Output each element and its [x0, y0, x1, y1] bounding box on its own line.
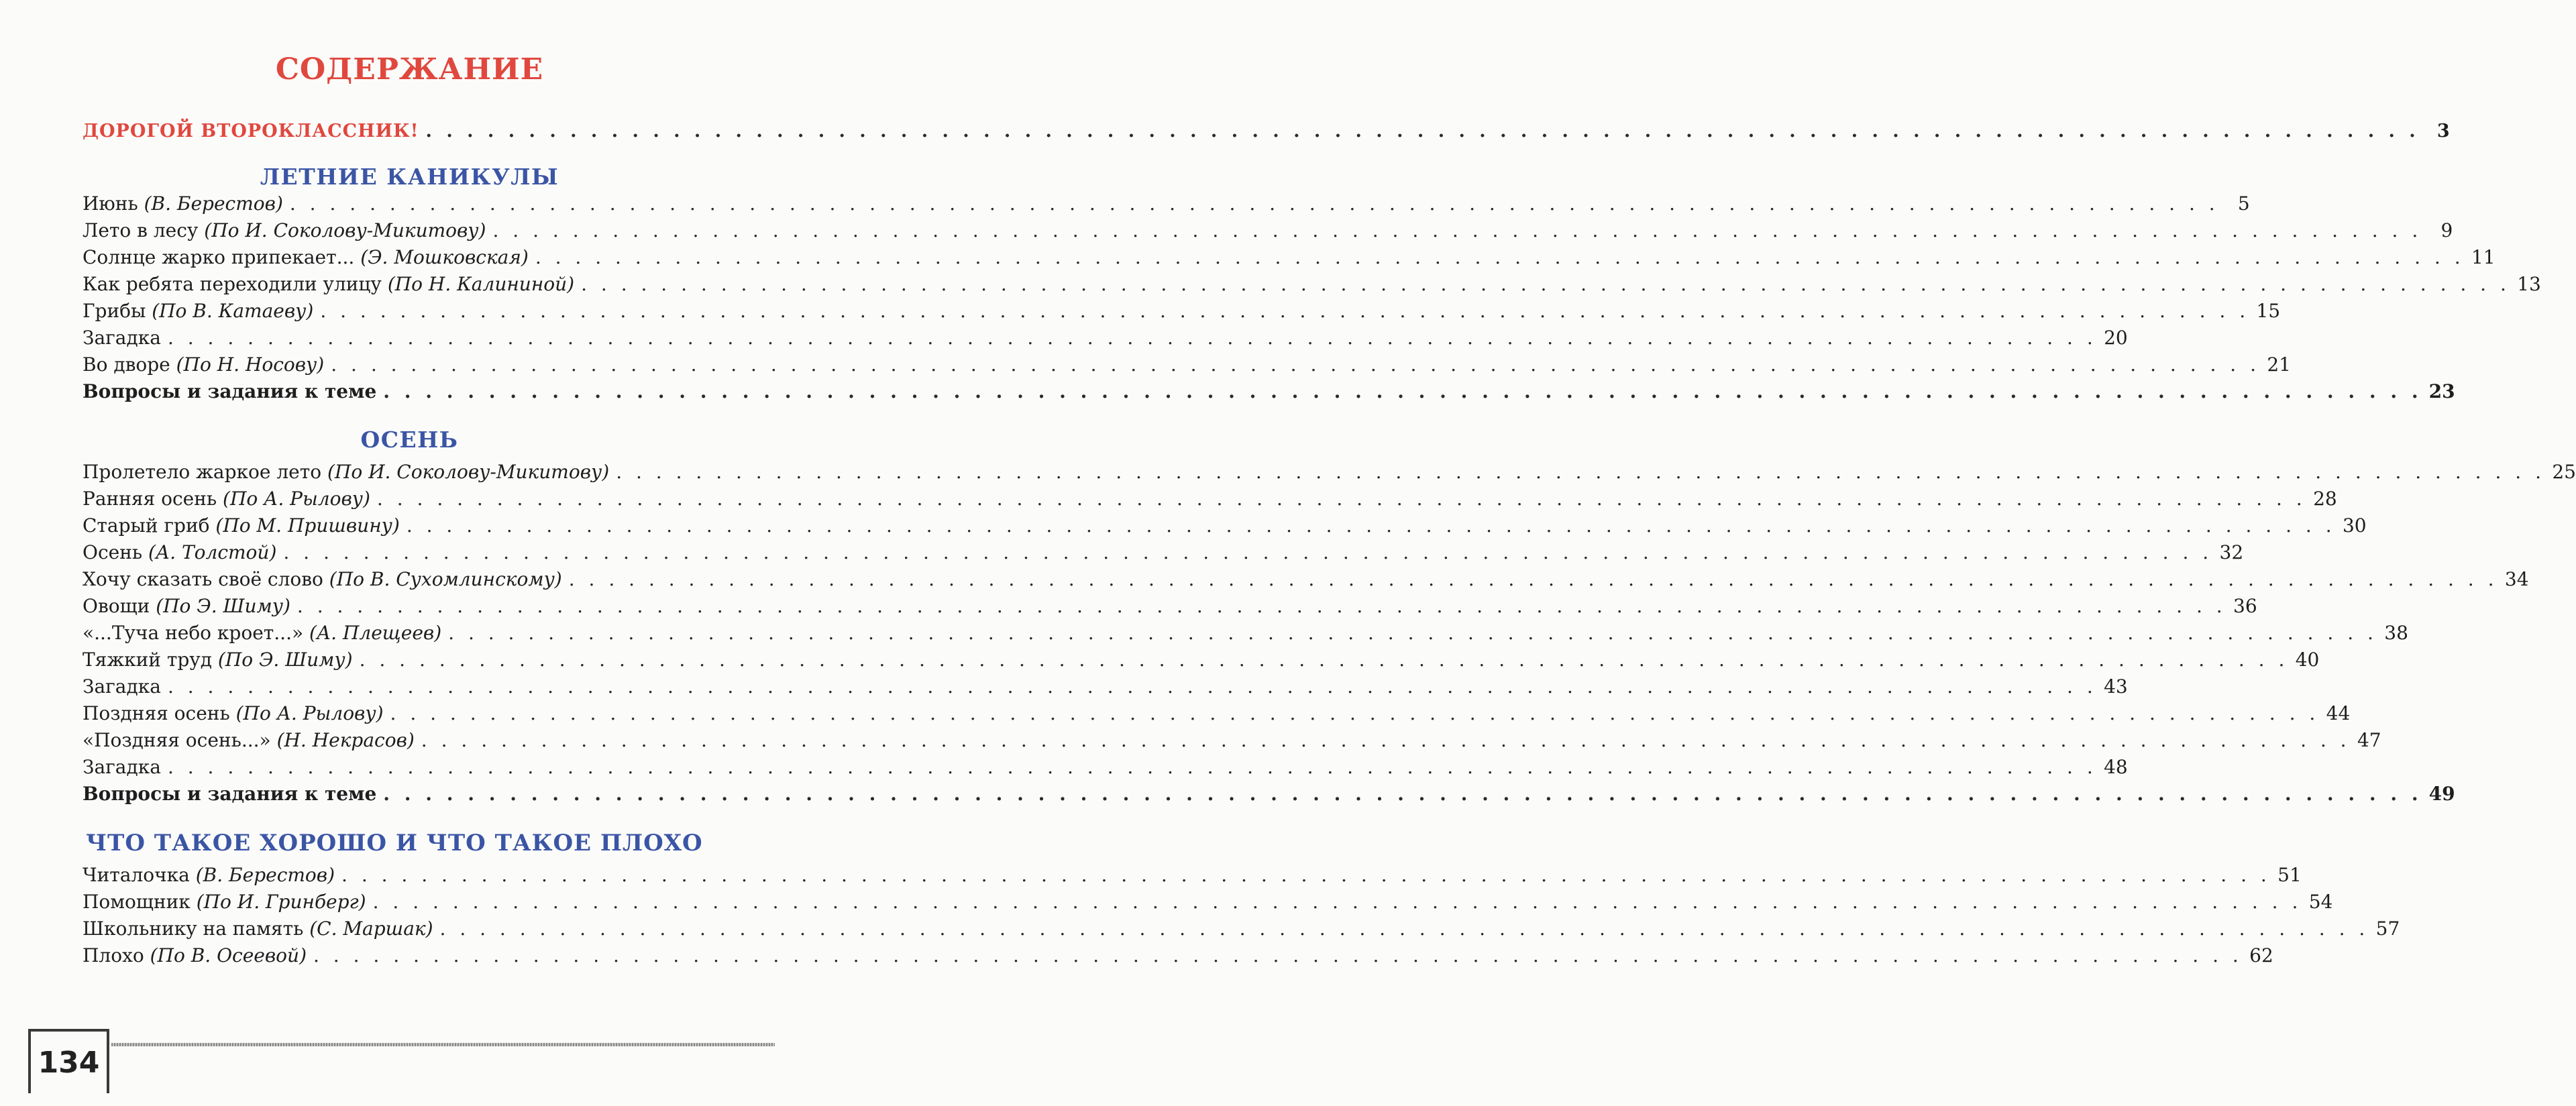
- entry-page: 3: [2436, 121, 2451, 142]
- entry-label: [83, 620, 441, 647]
- entry-label: [83, 190, 283, 217]
- toc-entry: [83, 566, 2529, 593]
- entry-author: (По М. Пришвину): [215, 514, 400, 537]
- entry-author: (По Э. Шиму): [217, 649, 353, 671]
- entry-title: Осень: [83, 541, 143, 563]
- entry-label: [83, 351, 324, 378]
- leader-dots: . . . . . . . . . . . . . . . . . . . . . . . . . . . . . . . . . . . . . . . . . . . . . . . . . . . . . . . . . . . . . . . . . . . . . . . . . . . . . . . . . . . . . . . . . . . . . . . . .: [425, 121, 2420, 142]
- entry-title: Лето в лесу: [83, 219, 199, 241]
- toc-entry: [83, 700, 2351, 727]
- entry-title: Вопросы и задания к теме: [83, 783, 377, 805]
- leader-dots: . . . . . . . . . . . . . . . . . . . . . . . . . . . . . . . . . . . . . . . . . . . . . . . . . . . . . . . . . . . . . . . . . . . . . . . . . . . . . . . . . . . . . . . . . . . . . . . . .: [492, 219, 2422, 241]
- toc-entry: [83, 298, 2281, 325]
- entry-title: Плохо: [83, 944, 144, 966]
- leader-dots: . . . . . . . . . . . . . . . . . . . . . . . . . . . . . . . . . . . . . . . . . . . . . . . . . . . . . . . . . . . . . . . . . . . . . . . . . . . . . . . . . . . . . . . . . . . . . . . . .: [359, 649, 2289, 671]
- toc-entry: [83, 378, 2455, 405]
- toc-entry: [83, 754, 2128, 781]
- entry-page: 62: [2249, 944, 2273, 966]
- entry-page: 13: [2517, 273, 2541, 295]
- entry-page: 23: [2428, 380, 2455, 402]
- leader-dots: . . . . . . . . . . . . . . . . . . . . . . . . . . . . . . . . . . . . . . . . . . . . . . . . . . . . . . . . . . . . . . . . . . . . . . . . . . . . . . . . . . . . . . . . . . . . . . . . .: [297, 595, 2226, 617]
- toc-entry: [83, 862, 2302, 889]
- toc-entry: [83, 620, 2408, 647]
- entry-title: «...Туча небо кроет...»: [83, 622, 304, 644]
- entry-label: [83, 566, 562, 593]
- entry-page: 9: [2440, 219, 2453, 241]
- entry-author: (По А. Рылову): [223, 488, 370, 510]
- entry-title: Поздняя осень: [83, 702, 230, 724]
- page-number: 134: [28, 1029, 109, 1093]
- entry-title: Старый гриб: [83, 514, 210, 537]
- toc-entry: [83, 889, 2333, 916]
- entry-author: (В. Берестов): [144, 192, 283, 215]
- entry-author: (А. Плещеев): [309, 622, 442, 644]
- toc-entry: [83, 217, 2453, 244]
- entry-title: Ранняя осень: [83, 488, 217, 510]
- entry-title: Загадка: [83, 327, 161, 349]
- toc-entry: [83, 593, 2257, 620]
- leader-dots: . . . . . . . . . . . . . . . . . . . . . . . . . . . . . . . . . . . . . . . . . . . . . . . . . . . . . . . . . . . . . . . . . . . . . . . . . . . . . . . . . . . . . . . . . . . . . . . . .: [535, 246, 2465, 268]
- entry-title: Тяжкий труд: [83, 649, 212, 671]
- entry-page: 40: [2295, 649, 2320, 671]
- leader-dots: . . . . . . . . . . . . . . . . . . . . . . . . . . . . . . . . . . . . . . . . . . . . . . . . . . . . . . . . . . . . . . . . . . . . . . . . . . . . . . . . . . . . . . . . . . . . . . . . .: [283, 541, 2213, 563]
- entry-author: (По В. Катаеву): [152, 300, 314, 322]
- entry-label: [83, 378, 376, 405]
- entry-page: 30: [2342, 514, 2367, 537]
- section-heading-summer: ЛЕТНИЕ КАНИКУЛЫ: [260, 164, 559, 190]
- entry-title: Загадка: [83, 675, 161, 698]
- entry-title: Помощник: [83, 891, 191, 913]
- entry-title: «Поздняя осень...»: [83, 729, 271, 751]
- entry-author: (А. Толстой): [148, 541, 277, 563]
- entry-label: [83, 754, 161, 781]
- entry-page: 36: [2233, 595, 2257, 617]
- entry-page: 5: [2237, 192, 2250, 215]
- entry-page: 15: [2256, 300, 2281, 322]
- leader-dots: . . . . . . . . . . . . . . . . . . . . . . . . . . . . . . . . . . . . . . . . . . . . . . . . . . . . . . . . . . . . . . . . . . . . . . . . . . . . . . . . . . . . . . . . . . . . . . . . .: [439, 918, 2369, 940]
- toc-entry: [83, 512, 2367, 539]
- leader-dots: . . . . . . . . . . . . . . . . . . . . . . . . . . . . . . . . . . . . . . . . . . . . . . . . . . . . . . . . . . . . . . . . . . . . . . . . . . . . . . . . . . . . . . . . . . . . . . . . .: [167, 675, 2097, 698]
- footer-rule: [111, 1043, 775, 1046]
- entry-author: (С. Маршак): [309, 918, 433, 940]
- entry-label: [83, 486, 370, 512]
- entry-page: 44: [2326, 702, 2351, 724]
- entry-label: [83, 862, 335, 889]
- entry-page: 21: [2267, 353, 2291, 376]
- entry-label: [83, 673, 161, 700]
- entry-label: [83, 916, 433, 942]
- leader-dots: . . . . . . . . . . . . . . . . . . . . . . . . . . . . . . . . . . . . . . . . . . . . . . . . . . . . . . . . . . . . . . . . . . . . . . . . . . . . . . . . . . . . . . . . . . . . . . . . .: [616, 461, 2545, 483]
- entry-page: 28: [2313, 488, 2337, 510]
- toc-entry: [83, 942, 2273, 969]
- toc-entry: [83, 486, 2337, 512]
- toc-entry: [83, 781, 2455, 808]
- toc-entry: [83, 190, 2250, 217]
- entry-page: 43: [2104, 675, 2128, 698]
- entry-page: 51: [2277, 864, 2302, 886]
- toc-entry: [83, 271, 2541, 298]
- entry-label: [83, 512, 400, 539]
- toc-entry: [83, 351, 2291, 378]
- entry-page: 47: [2357, 729, 2381, 751]
- leader-dots: . . . . . . . . . . . . . . . . . . . . . . . . . . . . . . . . . . . . . . . . . . . . . . . . . . . . . . . . . . . . . . . . . . . . . . . . . . . . . . . . . . . . . . . . . . . . . . . . .: [289, 192, 2219, 215]
- toc-entry: [83, 325, 2128, 351]
- leader-dots: . . . . . . . . . . . . . . . . . . . . . . . . . . . . . . . . . . . . . . . . . . . . . . . . . . . . . . . . . . . . . . . . . . . . . . . . . . . . . . . . . . . . . . . . . . . . . . . . .: [376, 488, 2306, 510]
- entry-label: [83, 325, 161, 351]
- entry-label: [83, 727, 415, 754]
- entry-author: (В. Берестов): [195, 864, 335, 886]
- entry-title: Загадка: [83, 756, 161, 778]
- toc-entry: [83, 673, 2128, 700]
- entry-label: [83, 889, 366, 916]
- leader-dots: . . . . . . . . . . . . . . . . . . . . . . . . . . . . . . . . . . . . . . . . . . . . . . . . . . . . . . . . . . . . . . . . . . . . . . . . . . . . . . . . . . . . . . . . . . . . . . . . .: [383, 783, 2422, 805]
- entry-page: 32: [2219, 541, 2244, 563]
- toc-entry-intro: [83, 118, 2451, 145]
- toc-entry: [83, 916, 2400, 942]
- entry-author: (По И. Соколову-Микитову): [204, 219, 486, 241]
- leader-dots: . . . . . . . . . . . . . . . . . . . . . . . . . . . . . . . . . . . . . . . . . . . . . . . . . . . . . . . . . . . . . . . . . . . . . . . . . . . . . . . . . . . . . . . . . . . . . . . . .: [390, 702, 2320, 724]
- entry-page: 20: [2104, 327, 2128, 349]
- entry-title: Читалочка: [83, 864, 190, 886]
- leader-dots: . . . . . . . . . . . . . . . . . . . . . . . . . . . . . . . . . . . . . . . . . . . . . . . . . . . . . . . . . . . . . . . . . . . . . . . . . . . . . . . . . . . . . . . . . . . . . . . . .: [448, 622, 2377, 644]
- toc-entry: [83, 647, 2320, 673]
- entry-author: (По А. Рылову): [235, 702, 384, 724]
- toc-entry: [83, 727, 2381, 754]
- entry-page: 38: [2384, 622, 2408, 644]
- entry-author: (По Н. Носову): [176, 353, 325, 376]
- entry-title: Как ребята переходили улицу: [83, 273, 382, 295]
- entry-author: (По Э. Шиму): [156, 595, 290, 617]
- entry-title: Вопросы и задания к теме: [83, 380, 377, 402]
- toc-entry: [83, 539, 2244, 566]
- entry-page: 54: [2308, 891, 2333, 913]
- entry-title: Хочу сказать своё слово: [83, 568, 323, 590]
- toc-entry: [83, 459, 2576, 486]
- entry-label: [83, 459, 609, 486]
- toc-entry: [83, 244, 2496, 271]
- entry-title: Пролетело жаркое лето: [83, 461, 322, 483]
- entry-title: Грибы: [83, 300, 146, 322]
- entry-author: (По Н. Калининой): [387, 273, 575, 295]
- leader-dots: . . . . . . . . . . . . . . . . . . . . . . . . . . . . . . . . . . . . . . . . . . . . . . . . . . . . . . . . . . . . . . . . . . . . . . . . . . . . . . . . . . . . . . . . . . . . . . . . .: [320, 300, 2250, 322]
- entry-label: [83, 298, 313, 325]
- entry-author: (По В. Осеевой): [150, 944, 307, 966]
- entry-title: ДОРОГОЙ ВТОРОКЛАССНИК!: [83, 121, 419, 142]
- entry-label: [83, 593, 290, 620]
- entry-author: (По В. Сухомлинскому): [329, 568, 562, 590]
- leader-dots: . . . . . . . . . . . . . . . . . . . . . . . . . . . . . . . . . . . . . . . . . . . . . . . . . . . . . . . . . . . . . . . . . . . . . . . . . . . . . . . . . . . . . . . . . . . . . . . . .: [313, 944, 2243, 966]
- entry-title: Июнь: [83, 192, 138, 215]
- entry-page: 11: [2471, 246, 2496, 268]
- entry-page: 48: [2104, 756, 2128, 778]
- leader-dots: . . . . . . . . . . . . . . . . . . . . . . . . . . . . . . . . . . . . . . . . . . . . . . . . . . . . . . . . . . . . . . . . . . . . . . . . . . . . . . . . . . . . . . . . . . . . . . . . .: [383, 380, 2422, 402]
- leader-dots: . . . . . . . . . . . . . . . . . . . . . . . . . . . . . . . . . . . . . . . . . . . . . . . . . . . . . . . . . . . . . . . . . . . . . . . . . . . . . . . . . . . . . . . . . . . . . . . . .: [167, 327, 2097, 349]
- entry-author: (Э. Мошковская): [360, 246, 529, 268]
- entry-author: (Н. Некрасов): [276, 729, 415, 751]
- entry-page: 34: [2504, 568, 2529, 590]
- section-heading-autumn: ОСЕНЬ: [360, 427, 459, 453]
- entry-author: (По И. Соколову-Микитову): [327, 461, 610, 483]
- leader-dots: . . . . . . . . . . . . . . . . . . . . . . . . . . . . . . . . . . . . . . . . . . . . . . . . . . . . . . . . . . . . . . . . . . . . . . . . . . . . . . . . . . . . . . . . . . . . . . . . .: [341, 864, 2271, 886]
- leader-dots: . . . . . . . . . . . . . . . . . . . . . . . . . . . . . . . . . . . . . . . . . . . . . . . . . . . . . . . . . . . . . . . . . . . . . . . . . . . . . . . . . . . . . . . . . . . . . . . . .: [167, 756, 2097, 778]
- entry-title: Солнце жарко припекает...: [83, 246, 355, 268]
- entry-page: 57: [2375, 918, 2400, 940]
- leader-dots: . . . . . . . . . . . . . . . . . . . . . . . . . . . . . . . . . . . . . . . . . . . . . . . . . . . . . . . . . . . . . . . . . . . . . . . . . . . . . . . . . . . . . . . . . . . . . . . . .: [421, 729, 2351, 751]
- page-title: СОДЕРЖАНИЕ: [275, 52, 544, 87]
- entry-label: [83, 781, 376, 808]
- leader-dots: . . . . . . . . . . . . . . . . . . . . . . . . . . . . . . . . . . . . . . . . . . . . . . . . . . . . . . . . . . . . . . . . . . . . . . . . . . . . . . . . . . . . . . . . . . . . . . . . .: [568, 568, 2498, 590]
- entry-label: [83, 244, 529, 271]
- section-heading-good-bad: ЧТО ТАКОЕ ХОРОШО И ЧТО ТАКОЕ ПЛОХО: [86, 830, 703, 856]
- entry-page: 49: [2428, 783, 2455, 805]
- leader-dots: . . . . . . . . . . . . . . . . . . . . . . . . . . . . . . . . . . . . . . . . . . . . . . . . . . . . . . . . . . . . . . . . . . . . . . . . . . . . . . . . . . . . . . . . . . . . . . . . .: [331, 353, 2260, 376]
- leader-dots: . . . . . . . . . . . . . . . . . . . . . . . . . . . . . . . . . . . . . . . . . . . . . . . . . . . . . . . . . . . . . . . . . . . . . . . . . . . . . . . . . . . . . . . . . . . . . . . . .: [372, 891, 2302, 913]
- leader-dots: . . . . . . . . . . . . . . . . . . . . . . . . . . . . . . . . . . . . . . . . . . . . . . . . . . . . . . . . . . . . . . . . . . . . . . . . . . . . . . . . . . . . . . . . . . . . . . . . .: [581, 273, 2510, 295]
- entry-label: [83, 700, 384, 727]
- entry-label: [83, 647, 353, 673]
- entry-author: (По И. Гринберг): [196, 891, 366, 913]
- entry-title: Школьнику на память: [83, 918, 304, 940]
- leader-dots: . . . . . . . . . . . . . . . . . . . . . . . . . . . . . . . . . . . . . . . . . . . . . . . . . . . . . . . . . . . . . . . . . . . . . . . . . . . . . . . . . . . . . . . . . . . . . . . . .: [406, 514, 2336, 537]
- entry-label: [83, 539, 276, 566]
- entry-label: [83, 942, 307, 969]
- entry-page: 25: [2552, 461, 2576, 483]
- entry-label: [83, 217, 486, 244]
- entry-title: Овощи: [83, 595, 150, 617]
- entry-label: [83, 271, 574, 298]
- entry-title: Во дворе: [83, 353, 170, 376]
